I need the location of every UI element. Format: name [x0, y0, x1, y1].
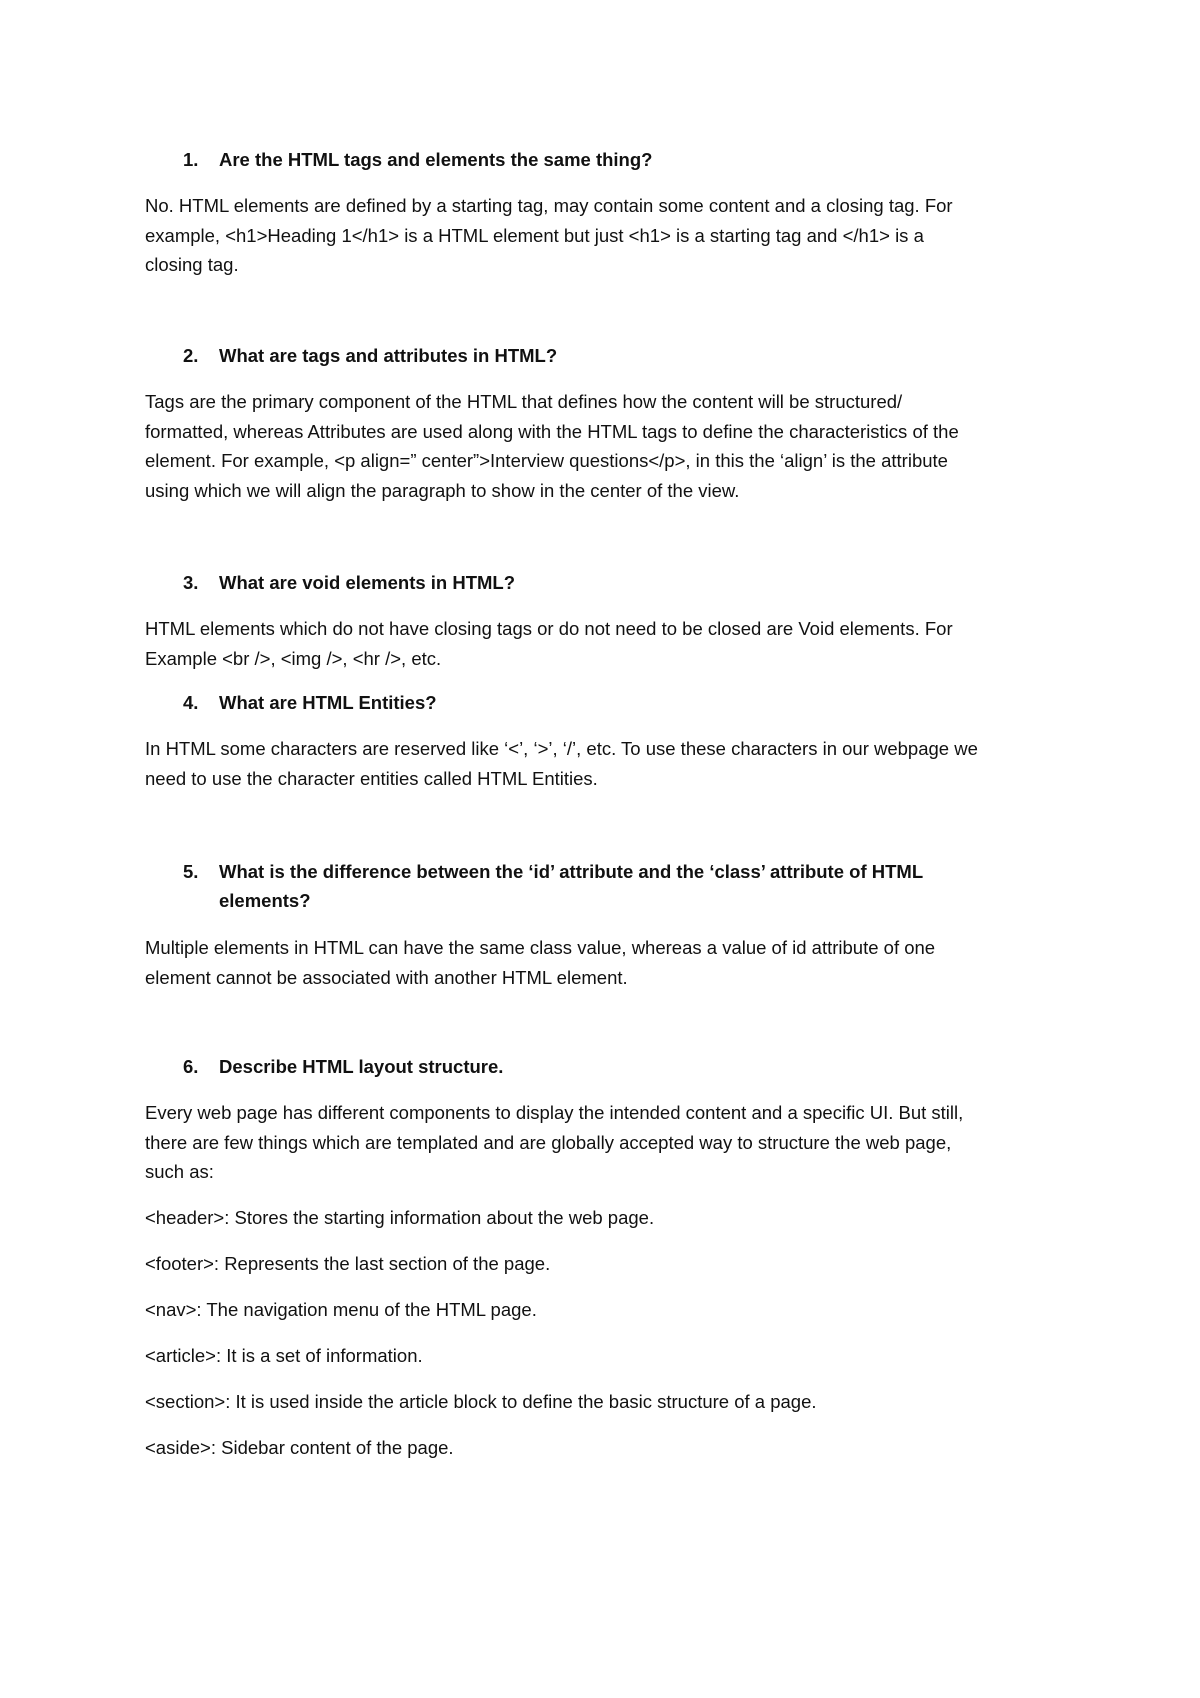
question-title: What are void elements in HTML?	[219, 572, 516, 593]
layout-item-text: <section>: It is used inside the article block to define the basic structure of a page.	[145, 1391, 817, 1412]
layout-item-text: <aside>: Sidebar content of the page.	[145, 1437, 454, 1458]
answer-line: element cannot be associated with another HTML element.	[145, 966, 628, 988]
question-number: 3.	[183, 572, 199, 593]
answer-paragraph	[145, 1098, 1065, 1187]
layout-item-text: <header>: Stores the starting information about the web page.	[145, 1207, 655, 1228]
answer-paragraph	[145, 614, 1065, 673]
layout-item	[145, 1341, 1065, 1371]
question-number: 6.	[183, 1056, 199, 1077]
answer-line: In HTML some characters are reserved like ‘<’, ‘>’, ‘/’, etc. To use these characters in our webpage we	[145, 738, 978, 759]
question-number: 1.	[183, 149, 199, 170]
question-title: elements?	[219, 890, 311, 911]
answer-line: HTML elements which do not have closing tags or do not need to be closed are Void elements. For	[145, 618, 953, 639]
question-title: What is the difference between the ‘id’ attribute and the ‘class’ attribute of HTML	[219, 861, 924, 882]
question-number: 4.	[183, 692, 199, 713]
layout-item	[145, 1249, 1065, 1279]
layout-item	[145, 1433, 1065, 1463]
layout-item	[145, 1387, 1065, 1417]
question-title: What are HTML Entities?	[219, 692, 437, 713]
answer-line: Every web page has different components to display the intended content and a specific UI. But still,	[145, 1102, 964, 1123]
question-heading	[183, 857, 1023, 915]
answer-line: using which we will align the paragraph to show in the center of the view.	[145, 479, 740, 501]
answer-paragraph	[145, 933, 1065, 992]
question-title: Are the HTML tags and elements the same thing?	[219, 149, 653, 170]
answer-line: No. HTML elements are defined by a starting tag, may contain some content and a closing tag. For	[145, 195, 953, 216]
question-number: 2.	[183, 345, 199, 366]
answer-line: Example <br />, <img />, <hr />, etc.	[145, 647, 442, 669]
answer-line: such as:	[145, 1161, 214, 1182]
question-heading	[183, 1052, 1023, 1081]
answer-line: element. For example, <p align=” center”>Interview questions</p>, in this the ‘align’ is the attribute	[145, 450, 948, 471]
layout-item	[145, 1203, 1065, 1233]
question-heading	[183, 688, 1023, 717]
question-heading	[183, 568, 1023, 597]
question-title: Describe HTML layout structure.	[219, 1056, 504, 1077]
answer-paragraph	[145, 191, 1065, 280]
layout-item-text: <article>: It is a set of information.	[145, 1345, 423, 1366]
layout-item-text: <footer>: Represents the last section of the page.	[145, 1253, 551, 1274]
answer-line: formatted, whereas Attributes are used along with the HTML tags to define the characteristics of the	[145, 420, 959, 442]
answer-paragraph	[145, 734, 1065, 793]
answer-line: example, <h1>Heading 1</h1> is a HTML element but just <h1> is a starting tag and </h1> is a	[145, 224, 924, 246]
answer-line: there are few things which are templated and are globally accepted way to structure the web page,	[145, 1131, 952, 1153]
answer-paragraph	[145, 387, 1065, 505]
question-heading	[183, 341, 1023, 370]
question-title: What are tags and attributes in HTML?	[219, 345, 558, 366]
layout-item-text: <nav>: The navigation menu of the HTML page.	[145, 1299, 537, 1320]
layout-item	[145, 1295, 1065, 1325]
answer-line: closing tag.	[145, 254, 239, 275]
answer-line: need to use the character entities called HTML Entities.	[145, 767, 598, 789]
question-number: 5.	[183, 861, 199, 882]
answer-line: Tags are the primary component of the HTML that defines how the content will be structured/	[145, 391, 903, 412]
question-heading	[183, 145, 1023, 174]
answer-line: Multiple elements in HTML can have the same class value, whereas a value of id attribute of one	[145, 937, 936, 958]
